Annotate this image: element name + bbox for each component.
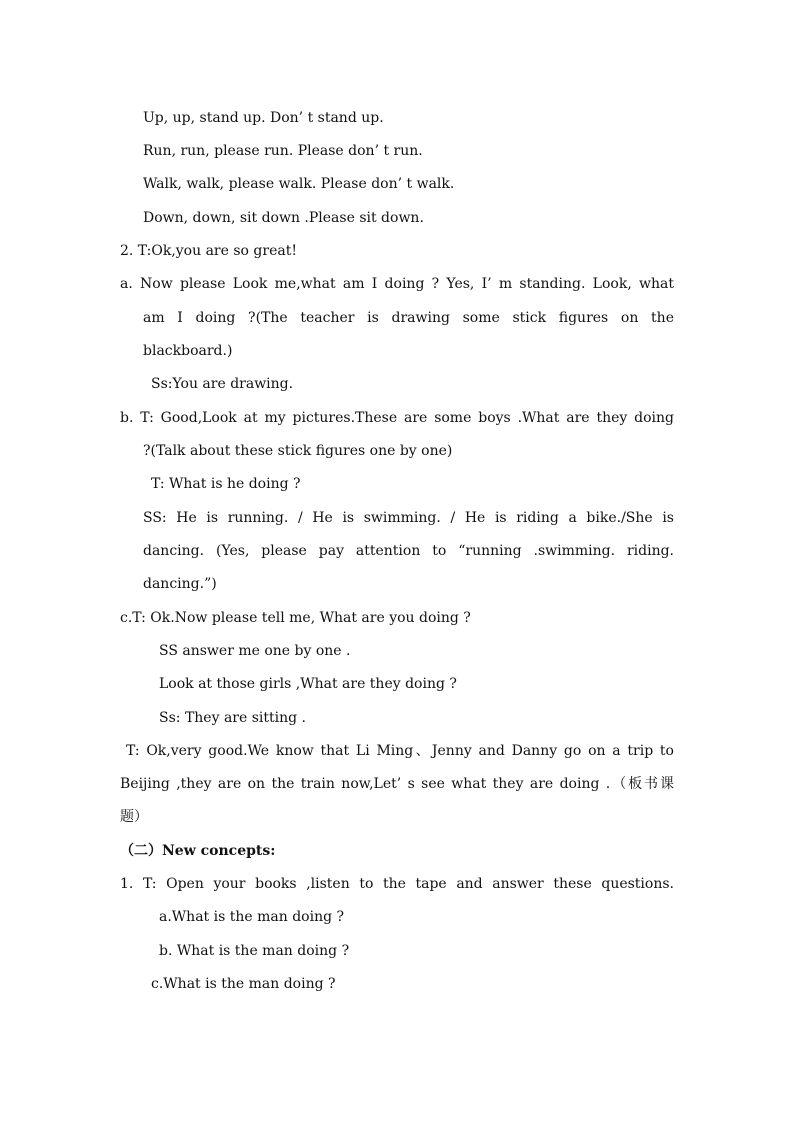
item-a-line-3: blackboard.) bbox=[143, 343, 233, 359]
new-concepts-step-1: 1. T: Open your books ,listen to the tape and answer these questions. bbox=[120, 876, 674, 892]
item-c-line-4: Ss: They are sitting . bbox=[159, 710, 306, 726]
item-b-line-1: b. T: Good,Look at my pictures.These are some boys .What are they doing bbox=[120, 410, 674, 426]
item-c-line-3: Look at those girls ,What are they doing ? bbox=[159, 676, 457, 692]
question-b: b. What is the man doing ? bbox=[159, 943, 350, 959]
item-b-answer-line-1: SS: He is running. / He is swimming. / He is riding a bike./She is bbox=[143, 510, 674, 526]
item-a-line-1: a. Now please Look me,what am I doing ? Yes, I’ m standing. Look, what bbox=[120, 276, 674, 292]
question-c: c.What is the man doing ? bbox=[151, 976, 336, 992]
transition-line-2: Beijing ,they are on the train now,Let’ s see what they are doing .（板书课 bbox=[120, 776, 674, 792]
chant-line-stand: Up, up, stand up. Don’ t stand up. bbox=[143, 110, 384, 126]
item-a-line-2: am I doing ?(The teacher is drawing some stick figures on the bbox=[143, 310, 674, 326]
item-b-answer-line-2: dancing. (Yes, please pay attention to “running .swimming. riding. bbox=[143, 543, 674, 559]
chant-line-run: Run, run, please run. Please don’ t run. bbox=[143, 143, 423, 159]
question-a: a.What is the man doing ? bbox=[159, 909, 345, 925]
item-b-line-2: ?(Talk about these stick figures one by one) bbox=[143, 443, 453, 459]
item-c-line-1: c.T: Ok.Now please tell me, What are you doing ? bbox=[120, 610, 471, 626]
item-a-student-reply: Ss:You are drawing. bbox=[151, 376, 294, 392]
chant-line-walk: Walk, walk, please walk. Please don’ t walk. bbox=[143, 176, 455, 192]
step-2-heading: 2. T:Ok,you are so great! bbox=[120, 243, 297, 259]
transition-line-3: 题） bbox=[120, 809, 148, 825]
section-heading-new-concepts: （二）New concepts: bbox=[120, 843, 276, 859]
chant-line-sit: Down, down, sit down .Please sit down. bbox=[143, 210, 424, 226]
item-b-answer-line-3: dancing.”) bbox=[143, 576, 217, 592]
transition-line-1: T: Ok,very good.We know that Li Ming、Jenny and Danny go on a trip to bbox=[126, 743, 674, 759]
item-b-teacher-question: T: What is he doing ? bbox=[151, 476, 301, 492]
item-c-line-2: SS answer me one by one . bbox=[159, 643, 351, 659]
